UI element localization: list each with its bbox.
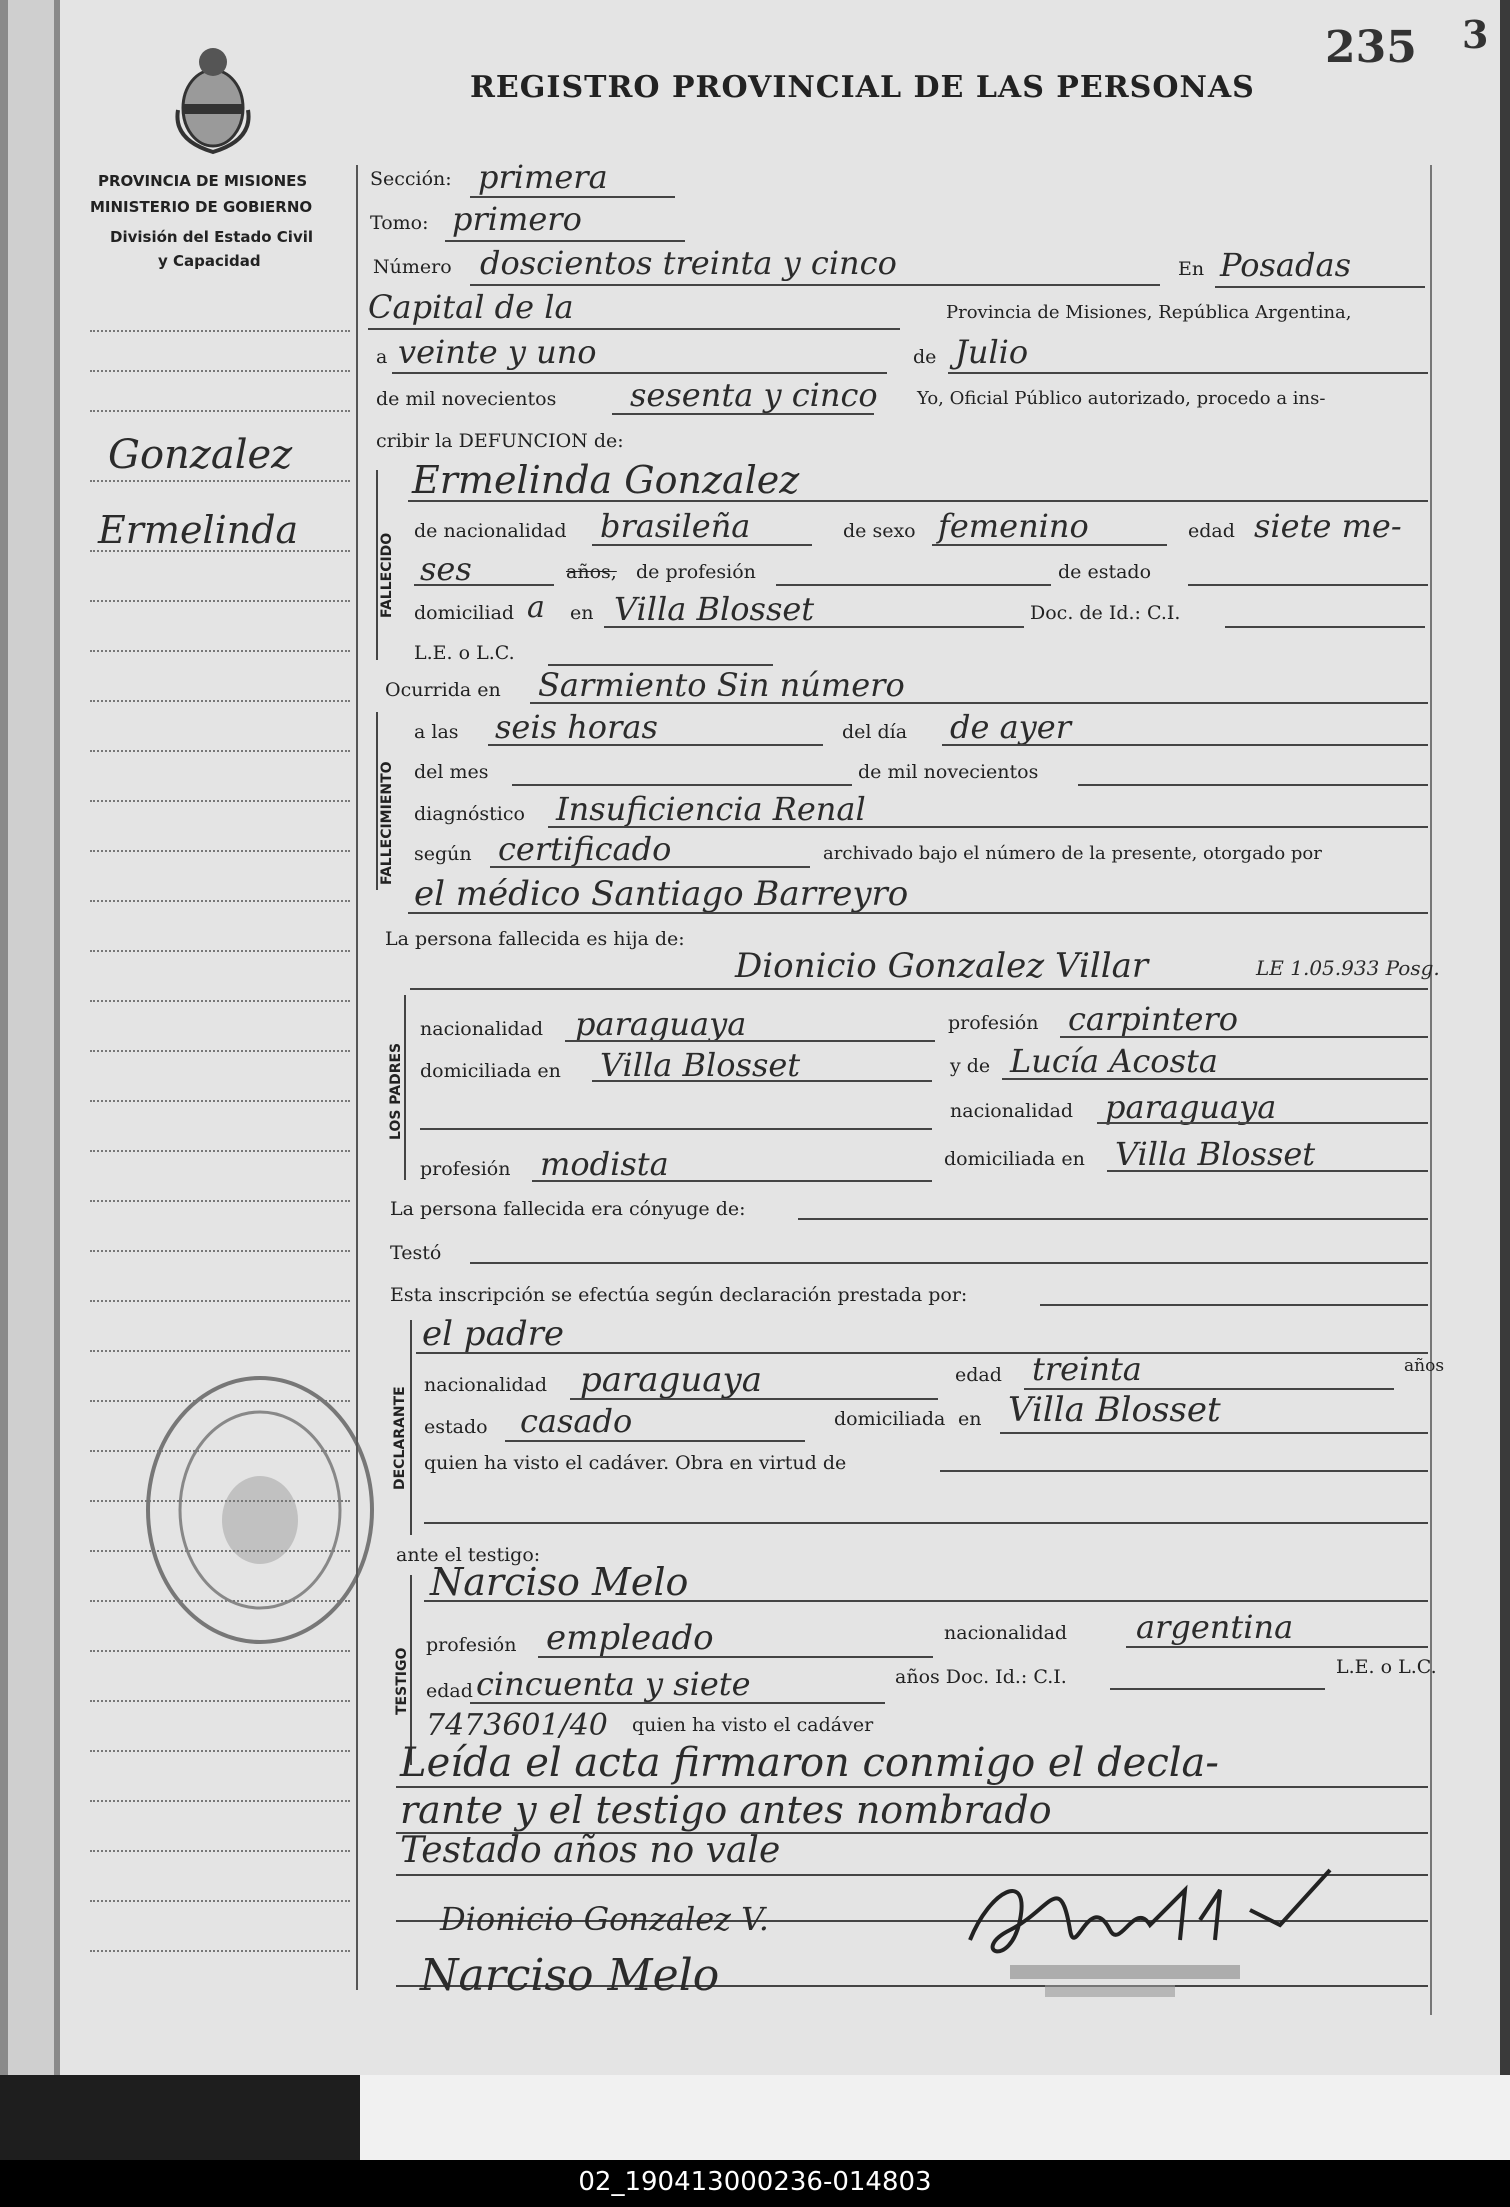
a-las-label: a las [414,721,459,743]
archivado-label: archivado bajo el número de la presente, otorgado por [823,843,1322,864]
numero-value: doscientos treinta y cinco [480,244,897,282]
medico-value: el médico Santiago Barreyro [414,874,909,914]
padre-value: Dionicio Gonzalez Villar [735,946,1149,986]
ocurrida-label: Ocurrida en [385,679,501,701]
declaracion-label: Esta inscripción se efectúa según declaración prestada por: [390,1284,968,1306]
de-label: de [913,346,937,368]
test-nacionalidad-value: argentina [1136,1608,1294,1646]
decl-nacionalidad-value: paraguaya [580,1360,762,1400]
estado-label: de estado [1058,561,1152,583]
page-edge [360,2075,1510,2160]
ante-testigo-label: ante el testigo: [396,1544,541,1566]
madre-nacionalidad-label: nacionalidad [950,1100,1074,1122]
padre-nacionalidad-value: paraguaya [575,1005,747,1043]
cribir-label: cribir la DEFUNCION de: [376,430,624,452]
hora-value: seis horas [495,708,658,746]
nota-line-1: Leída el acta firmaron conmigo el decla- [400,1740,1219,1786]
office-line-1: PROVINCIA DE MISIONES [98,172,308,190]
side-label-fallecimiento: FALLECIMIENTO [379,761,395,885]
test-anos-doc-label: años Doc. Id.: C.I. [895,1666,1067,1688]
padre-domicilio-value: Villa Blosset [600,1046,801,1084]
side-label-declarante: DECLARANTE [392,1386,408,1490]
provincia-label: Provincia de Misiones, República Argentina, [946,302,1352,323]
doc-id-label: Doc. de Id.: C.I. [1030,602,1181,624]
madre-domicilio-value: Villa Blosset [1115,1135,1316,1173]
cadaver-obra-label: quien ha visto el cadáver. Obra en virtud de [424,1452,847,1474]
conyuge-label: La persona fallecida era cónyuge de: [390,1198,746,1220]
le-lc-label: L.E. o L.C. [414,642,515,664]
anos-struck: años, [566,561,617,583]
del-mes-label: del mes [414,761,489,783]
side-label-padres: LOS PADRES [388,1042,404,1140]
side-label-fallecido: FALLECIDO [379,532,395,618]
diagnostico-label: diagnóstico [414,803,525,825]
segun-value: certificado [498,830,672,868]
padre-profesion-value: carpintero [1068,1000,1238,1038]
side-label-testigo: TESTIGO [394,1647,410,1715]
padre-domiciliada-label: domiciliada en [420,1060,561,1082]
edad-label: edad [1188,520,1235,542]
madre-profesion-value: modista [540,1145,669,1183]
test-edad-label: edad [426,1680,473,1702]
nacionalidad-label: de nacionalidad [414,520,567,542]
office-line-3: División del Estado Civil [110,228,314,246]
test-le-lc-label: L.E. o L.C. [1336,1656,1437,1678]
image-caption: 02_190413000236-014803 [578,2167,932,2197]
dia-fallecimiento-value: de ayer [950,708,1071,746]
en-label: En [1178,258,1205,280]
yo-oficial-label: Yo, Oficial Público autorizado, procedo a ins- [917,388,1326,409]
official-seal-icon [140,1370,380,1650]
sexo-label: de sexo [843,520,916,542]
decl-edad-label: edad [955,1364,1002,1386]
nacionalidad-value: brasileña [600,507,751,545]
numero-label: Número [373,256,452,278]
ocurrida-value: Sarmiento Sin número [538,666,905,704]
diagnostico-value: Insuficiencia Renal [556,790,866,828]
test-edad-value: cincuenta y siete [476,1665,751,1703]
del-dia-label: del día [842,721,908,743]
testo-label: Testó [390,1242,442,1264]
seccion-label: Sección: [370,168,452,190]
edad-value: siete me- [1254,507,1402,545]
test-doc-value: 7473601/40 [426,1708,608,1743]
office-line-4: y Capacidad [158,252,261,270]
tomo-label: Tomo: [370,212,429,234]
decl-domicilio-value: Villa Blosset [1008,1390,1221,1430]
decl-edad-value: treinta [1032,1350,1142,1388]
signature-testigo: Narciso Melo [420,1950,720,2001]
hija-de-label: La persona fallecida es hija de: [385,928,685,950]
madre-value: Lucía Acosta [1010,1042,1218,1080]
coat-of-arms-icon [168,40,258,160]
decl-anos-label: años [1404,1356,1445,1376]
padre-doc-value: LE 1.05.933 Posg. [1256,956,1440,980]
domicilio-value: Villa Blosset [614,590,815,628]
capital-value: Capital de la [368,288,574,326]
page-title: REGISTRO PROVINCIAL DE LAS PERSONAS [470,70,1255,105]
anio-value: sesenta y cinco [630,376,878,414]
nota-line-2: rante y el testigo antes nombrado [400,1788,1052,1832]
edad-value-cont: ses [420,550,472,588]
background-dark [0,2075,360,2160]
test-profesion-label: profesión [426,1634,517,1656]
test-nacionalidad-label: nacionalidad [944,1622,1068,1644]
decl-estado-label: estado [424,1416,488,1438]
declarante-value: el padre [422,1314,564,1354]
segun-label: según [414,843,472,865]
a-label: a [376,346,388,368]
test-profesion-value: empleado [546,1618,714,1658]
official-signature-icon [950,1830,1370,2010]
padre-profesion-label: profesión [948,1012,1039,1034]
de-mil-novecientos-label: de mil novecientos [858,761,1039,783]
de-mil-label: de mil novecientos [376,388,557,410]
page-number: 235 [1325,22,1417,73]
madre-profesion-label: profesión [420,1158,511,1180]
nota-line-3: Testado años no vale [400,1830,781,1871]
seccion-value: primera [478,158,608,196]
testigo-value: Narciso Melo [430,1560,689,1604]
right-border [1430,165,1432,2015]
decl-estado-value: casado [520,1402,633,1440]
decl-nacionalidad-label: nacionalidad [424,1374,548,1396]
decl-en-label: en [958,1408,982,1430]
mes-value: Julio [955,333,1029,371]
fallecido-nombre: Ermelinda Gonzalez [412,458,800,502]
margin-divider [356,165,358,1990]
profesion-label: de profesión [636,561,756,583]
domicilio-suffix: a [527,590,545,625]
y-de-label: y de [950,1055,991,1077]
tomo-value: primero [452,200,582,238]
dia-value: veinte y uno [398,333,597,371]
domiciliad-label: domiciliad [414,602,515,624]
en-value: Posadas [1220,246,1351,284]
en-lower-label: en [570,602,594,624]
margin-given-name: Ermelinda [98,508,299,552]
decl-domiciliada-label: domiciliada [834,1408,946,1430]
adjacent-page [0,0,60,2090]
madre-domiciliada-label: domiciliada en [944,1148,1085,1170]
margin-surname: Gonzalez [108,432,293,478]
sexo-value: femenino [938,507,1089,545]
page-mark: 3 [1462,12,1489,57]
test-cadaver-label: quien ha visto el cadáver [632,1714,874,1736]
madre-nacionalidad-value: paraguaya [1105,1088,1277,1126]
office-line-2: MINISTERIO DE GOBIERNO [90,198,313,216]
signature-declarante: Dionicio Gonzalez V. [440,1900,769,1938]
padre-nacionalidad-label: nacionalidad [420,1018,544,1040]
